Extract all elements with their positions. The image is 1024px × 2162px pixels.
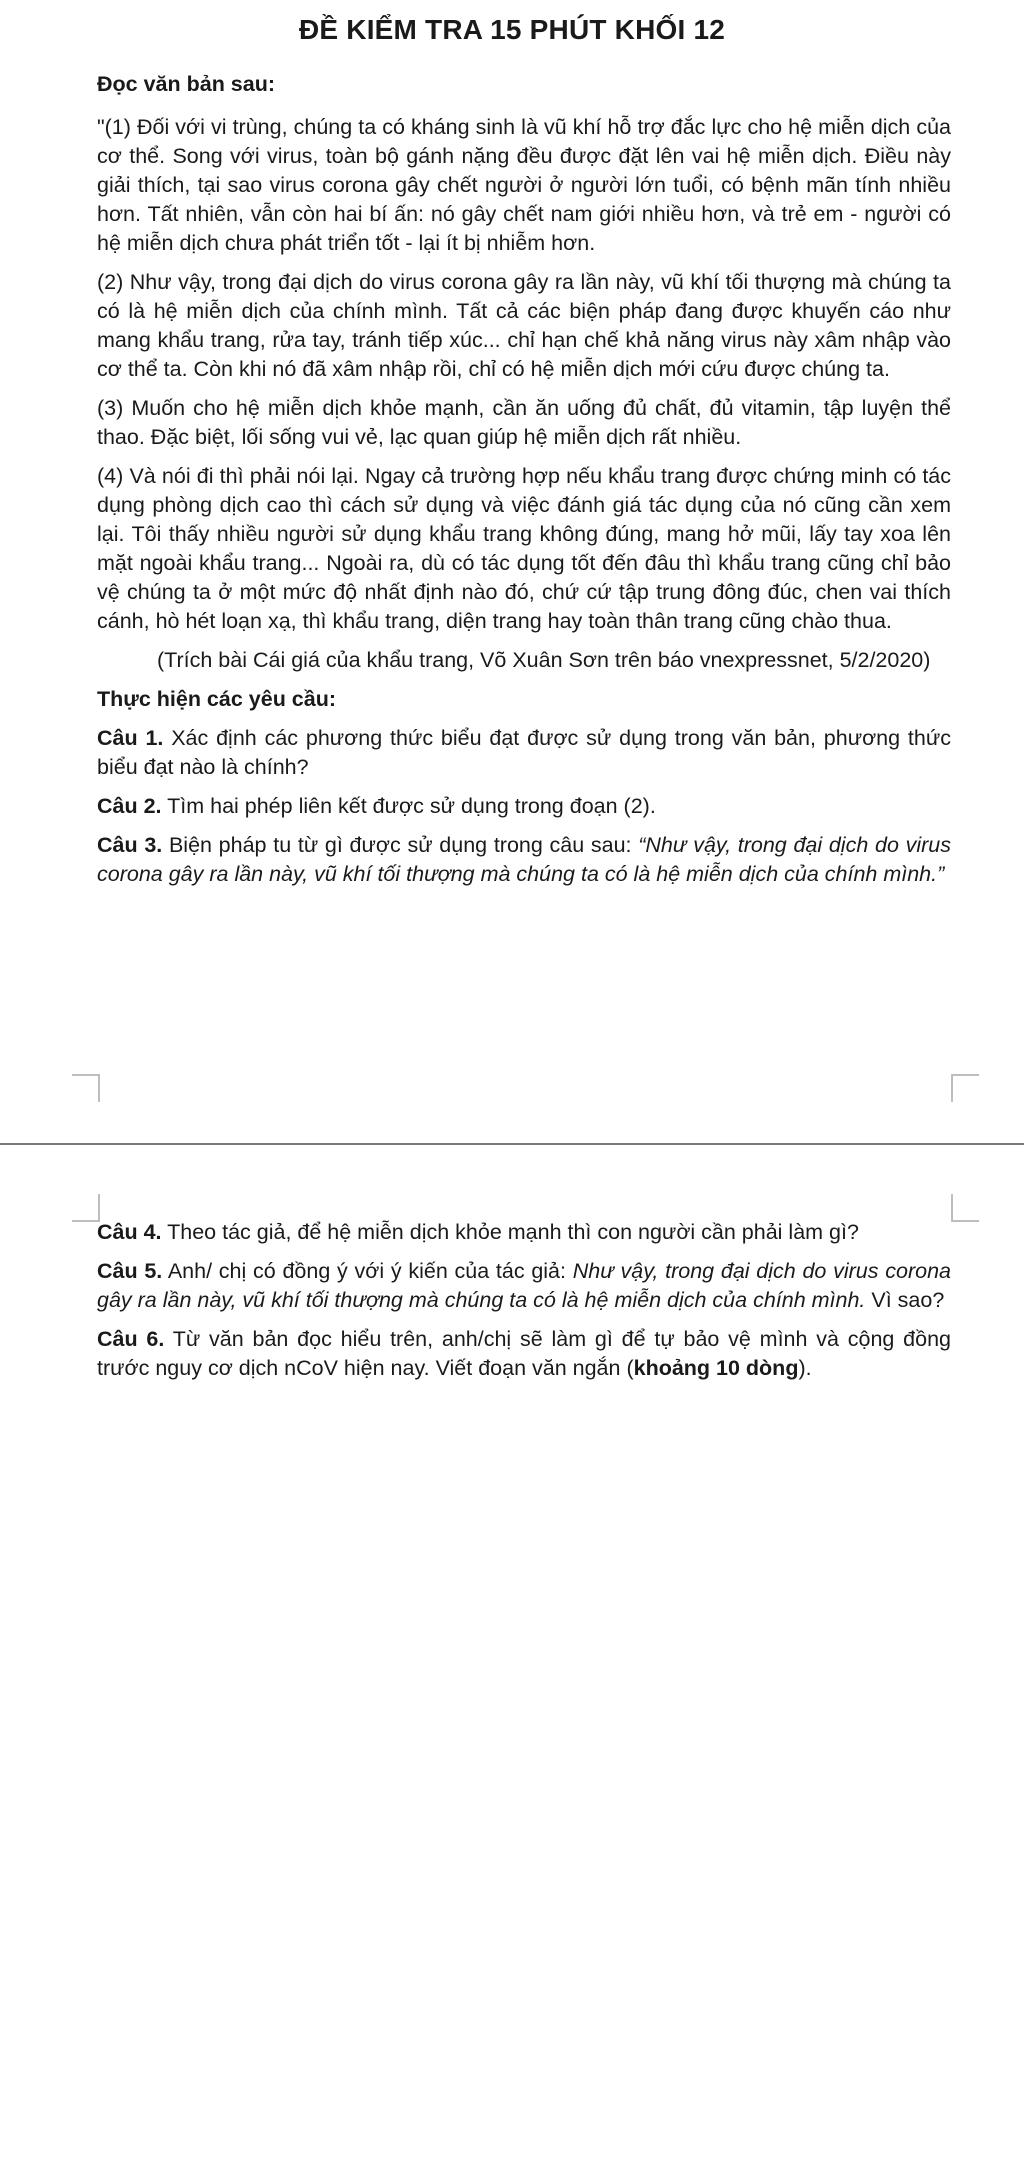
question-4-text: Theo tác giả, để hệ miễn dịch khỏe mạnh thì con người cần phải làm gì? xyxy=(161,1220,859,1244)
question-3-quote: “Như vậy, trong đại dịch do virus corona gây ra lần này, vũ khí tối thượng mà chúng ta có là hệ miễn dịch của chính mình.” xyxy=(97,833,951,886)
question-2-text: Tìm hai phép liên kết được sử dụng trong đoạn (2). xyxy=(161,794,656,818)
question-4-label: Câu 4. xyxy=(97,1220,162,1244)
question-1-text: Xác định các phương thức biểu đạt được sử dụng trong văn bản, phương thức biểu đạt nào là chính? xyxy=(97,726,952,779)
crop-mark-bottom-right xyxy=(951,1194,979,1222)
question-6-tail: ). xyxy=(798,1356,812,1380)
page-title: ĐỀ KIỂM TRA 15 PHÚT KHỐI 12 xyxy=(299,14,725,45)
reading-instruction: Đọc văn bản sau: xyxy=(97,72,276,96)
passage-paragraph-2: (2) Như vậy, trong đại dịch do virus corona gây ra lần này, vũ khí tối thượng mà chúng ta có là hệ miễn dịch của chính mình. Tất cả các biện pháp đang được khuyến cáo như mang khẩu trang, rửa tay, tránh tiếp xúc... chỉ hạn chế khả năng virus này xâm nhập vào cơ thể ta. Còn khi nó đã xâm nhập rồi, chỉ có hệ miễn dịch mới cứu được chúng ta. xyxy=(97,270,951,381)
passage-source: (Trích bài Cái giá của khẩu trang, Võ Xuân Sơn trên báo vnexpressnet, 5/2/2020) xyxy=(157,648,931,672)
question-1-label: Câu 1. xyxy=(97,726,164,750)
requirements-heading: Thực hiện các yêu cầu: xyxy=(97,687,337,711)
passage-paragraph-4: (4) Và nói đi thì phải nói lại. Ngay cả trường hợp nếu khẩu trang được chứng minh có tác dụng phòng dịch cao thì cách sử dụng và việc đánh giá tác dụng của nó cũng cần xem lại. Tôi thấy nhiều người sử dụng khẩu trang không đúng, mang hở mũi, lấy tay xoa lên mặt ngoài khẩu trang... Ngoài ra, dù có tác dụng tốt đến đâu thì khẩu trang cũng chỉ bảo vệ chúng ta ở một mức độ nhất định nào đó, chứ cứ tập trung đông đúc, chen vai thích cánh, hò hét loạn xạ, thì khẩu trang, diện trang hay toàn thân trang cũng chào thua. xyxy=(97,464,951,633)
question-6-label: Câu 6. xyxy=(97,1327,165,1351)
passage-paragraph-3: (3) Muốn cho hệ miễn dịch khỏe mạnh, cần ăn uống đủ chất, đủ vitamin, tập luyện thể thao. Đặc biệt, lối sống vui vẻ, lạc quan giúp hệ miễn dịch rất nhiều. xyxy=(97,396,951,449)
question-3-label: Câu 3. xyxy=(97,833,163,857)
question-6-text: Từ văn bản đọc hiểu trên, anh/chị sẽ làm gì để tự bảo vệ mình và cộng đồng trước nguy cơ dịch nCoV hiện nay. Viết đoạn văn ngắn ( xyxy=(97,1327,951,1380)
crop-mark-top-left xyxy=(72,1074,100,1102)
question-5-text: Anh/ chị có đồng ý với ý kiến của tác giả: xyxy=(162,1259,573,1283)
question-4 xyxy=(97,1218,951,1247)
question-3-text: Biện pháp tu từ gì được sử dụng trong câu sau: xyxy=(162,833,639,857)
question-6-emphasis: khoảng 10 dòng xyxy=(633,1356,799,1380)
question-2-label: Câu 2. xyxy=(97,794,162,818)
question-5 xyxy=(97,1257,951,1315)
page-2-content xyxy=(97,1218,951,1393)
question-3 xyxy=(97,831,951,889)
question-5-tail: Vì sao? xyxy=(865,1288,945,1312)
question-1 xyxy=(97,724,951,782)
question-2 xyxy=(97,792,951,821)
page-1-content xyxy=(97,70,951,899)
passage-paragraph-1: "(1) Đối với vi trùng, chúng ta có kháng sinh là vũ khí hỗ trợ đắc lực cho hệ miễn dịch của cơ thể. Song với virus, toàn bộ gánh nặng đều được đặt lên vai hệ miễn dịch. Điều này giải thích, tại sao virus corona gây chết người ở người lớn tuổi, có bệnh mãn tính nhiều hơn. Tất nhiên, vẫn còn hai bí ấn: nó gây chết nam giới nhiều hơn, và trẻ em - người có hệ miễn dịch chưa phát triển tốt - lại ít bị nhiễm hơn. xyxy=(97,115,951,255)
question-6 xyxy=(97,1325,951,1383)
question-5-label: Câu 5. xyxy=(97,1259,163,1283)
question-5-quote: Như vậy, trong đại dịch do virus corona gây ra lần này, vũ khí tối thượng mà chúng ta có là hệ miễn dịch của chính mình. xyxy=(97,1259,951,1312)
page-separator xyxy=(0,1143,1024,1145)
crop-mark-top-right xyxy=(951,1074,979,1102)
crop-mark-bottom-left xyxy=(72,1194,100,1222)
